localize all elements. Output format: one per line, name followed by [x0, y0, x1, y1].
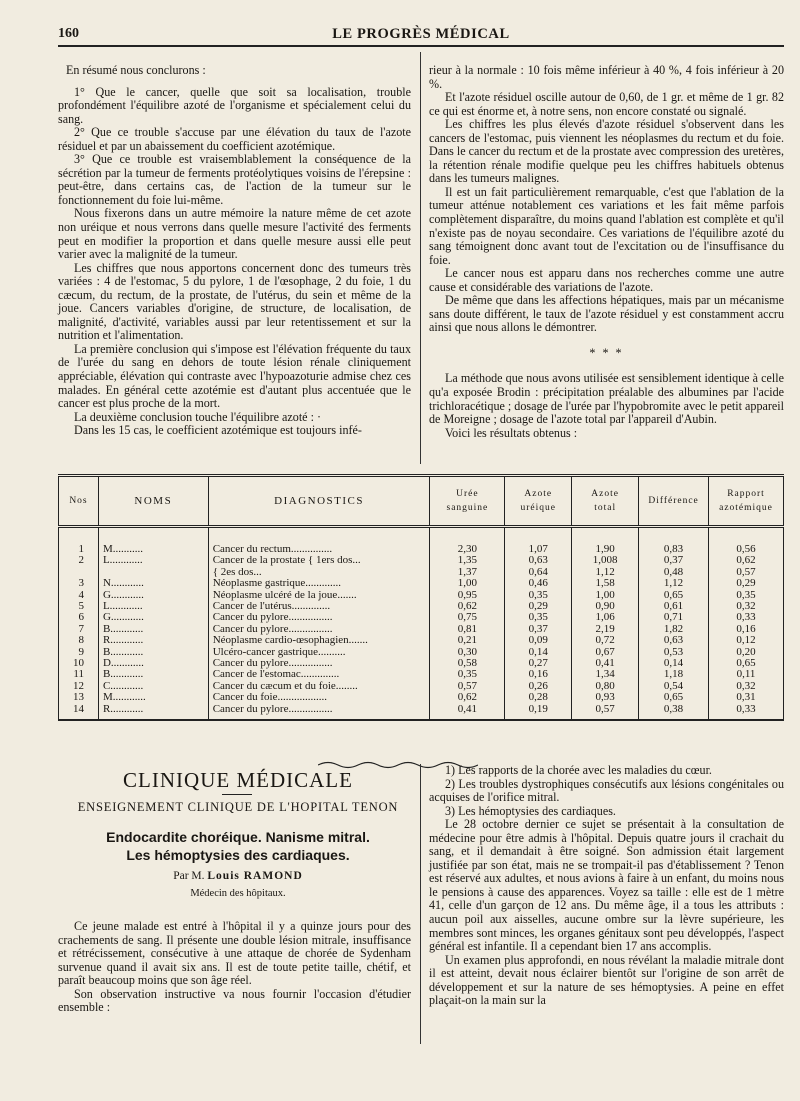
- table-row: [59, 624, 784, 635]
- table-cell-azt: 0,90: [572, 601, 639, 612]
- table-cell-rap: 0,16: [709, 624, 784, 635]
- paragraph: Voici les résultats obtenus :: [445, 425, 578, 440]
- table-cell-no: 6: [59, 612, 99, 623]
- table-cell-no: 12: [59, 681, 99, 692]
- table-cell-nom: [98, 567, 208, 578]
- table-cell-diag: Cancer de l'estomac..............: [208, 669, 430, 680]
- table-cell-azu: 0,46: [505, 578, 572, 589]
- table-cell-rap: 0,33: [709, 612, 784, 623]
- table-cell-azu: 0,35: [505, 612, 572, 623]
- table-cell-uree: 1,00: [430, 578, 505, 589]
- table-cell-diff: 0,63: [639, 635, 709, 646]
- table-cell-nom: R............: [98, 635, 208, 646]
- paragraph: Dans les 15 cas, le coefficient azotémique est toujours infé-: [74, 423, 362, 438]
- table-cell-diff: 0,71: [639, 612, 709, 623]
- table-cell-diag: Ulcéro-cancer gastrique..........: [208, 647, 430, 658]
- table-cell-rap: 0,56: [709, 544, 784, 555]
- table-row: [59, 704, 784, 720]
- paragraph: Son observation instructive va nous fournir l'occasion d'étudier ensemble :: [58, 986, 411, 1015]
- table-cell-nom: B............: [98, 669, 208, 680]
- table-row: [59, 601, 784, 612]
- paragraph: Il est un fait particulièrement remarquable, c'est que l'ablation de la tumeur atténue notablement ces variations et les fait même parfois complètement disparaître, du moins quand l'ablation est complète et qu'il n'existe pas de noyau secondaire. Ces variations de l'équilibre azoté du sang témoignent donc avant tout de l'excitation ou de l'insuffisance du foie.: [429, 184, 784, 267]
- table-row: [59, 567, 784, 578]
- table-row: [59, 658, 784, 669]
- table-cell-rap: 0,32: [709, 681, 784, 692]
- paragraph: rieur à la normale : 10 fois même inférieur à 40 %, 4 fois inférieur à 20 %.: [429, 63, 784, 91]
- table-cell-azt: 0,67: [572, 647, 639, 658]
- table-cell-azt: 0,41: [572, 658, 639, 669]
- table-cell-diag: { 2es dos...: [208, 567, 430, 578]
- table-cell-azt: 1,34: [572, 669, 639, 680]
- col-header-difference: Différence: [639, 476, 709, 527]
- table-cell-azt: 1,90: [572, 544, 639, 555]
- table-cell-azu: 0,16: [505, 669, 572, 680]
- table-cell-uree: 2,30: [430, 544, 505, 555]
- section-subtitle: ENSEIGNEMENT CLINIQUE DE L'HOPITAL TENON: [77, 800, 399, 814]
- table-cell-no: 5: [59, 601, 99, 612]
- author-prefix: Par M.: [173, 870, 205, 882]
- table-cell-diag: Cancer du pylore................: [208, 658, 430, 669]
- table-cell-uree: 1,35: [430, 555, 505, 566]
- paragraph: Un examen plus approfondi, en nous révélant la maladie mitrale dont il est atteint, devait nous éclairer bientôt sur l'origine de son arrêt de développement et sur la nature de ses hémoptysies. A peine en effet plaçait-on la main sur la: [429, 952, 784, 1008]
- table-cell-diff: 0,53: [639, 647, 709, 658]
- table-cell-azt: 1,12: [572, 567, 639, 578]
- table-cell-diff: 0,14: [639, 658, 709, 669]
- table-cell-uree: 0,41: [430, 704, 505, 720]
- column-divider: [420, 52, 421, 464]
- table-cell-no: 8: [59, 635, 99, 646]
- table-cell-azt: 0,93: [572, 692, 639, 703]
- table-cell-nom: B............: [98, 624, 208, 635]
- paragraph: Et l'azote résiduel oscille autour de 0,60, de 1 gr. et même de 1 gr. 82 ce qui est énorme et, à notre sens, non encore constaté ou signalé.: [429, 90, 784, 118]
- article-title: [58, 828, 418, 864]
- table-cell-no: 11: [59, 669, 99, 680]
- table-row: [59, 590, 784, 601]
- table-cell-nom: M...........: [98, 544, 208, 555]
- table-cell-azu: 0,35: [505, 590, 572, 601]
- paragraph: 2) Les troubles dystrophiques consécutifs aux lésions congénitales ou acquises de l'orifice mitral.: [429, 776, 784, 805]
- table-cell-uree: 0,62: [430, 601, 505, 612]
- col-header-diagnostics: DIAGNOSTICS: [208, 476, 430, 527]
- table-cell-diag: Cancer du cæcum et du foie........: [208, 681, 430, 692]
- table-row: [59, 612, 784, 623]
- table-cell-no: [59, 567, 99, 578]
- table-row: [59, 681, 784, 692]
- table-cell-diag: Néoplasme ulcéré de la joue.......: [208, 590, 430, 601]
- table-cell-rap: 0,11: [709, 669, 784, 680]
- col-header-uree: Urée sanguine: [430, 476, 505, 527]
- table-cell-diag: Cancer du pylore................: [208, 612, 430, 623]
- author-name: Louis RAMOND: [207, 870, 303, 882]
- paragraph: 3° Que ce trouble est vraisemblablement la conséquence de la sécrétion par la tumeur de ferments protéolytiques voisins de l'érepsine : peut-être, dans certains cas, de l'action de la tumeur sur le fonctionnement du foie lui-même.: [58, 152, 411, 207]
- table-row: [59, 692, 784, 703]
- table-cell-azu: 0,26: [505, 681, 572, 692]
- table-cell-azu: 0,29: [505, 601, 572, 612]
- table-cell-nom: R............: [98, 704, 208, 720]
- article-author: [58, 870, 418, 882]
- table-cell-diag: Cancer du foie..................: [208, 692, 430, 703]
- table-cell-diag: Cancer du pylore................: [208, 704, 430, 720]
- table-cell-no: 14: [59, 704, 99, 720]
- table-cell-azu: 1,07: [505, 544, 572, 555]
- col-header-azote-ureique: Azote uréique: [505, 476, 572, 527]
- table-cell-azu: 0,37: [505, 624, 572, 635]
- section-title: CLINIQUE MÉDICALE: [123, 768, 353, 792]
- table-row: [59, 544, 784, 555]
- table-cell-rap: 0,31: [709, 692, 784, 703]
- table-cell-azt: 1,06: [572, 612, 639, 623]
- table-cell-no: 4: [59, 590, 99, 601]
- table-cell-rap: 0,35: [709, 590, 784, 601]
- table-cell-nom: G............: [98, 590, 208, 601]
- paragraph: 3) Les hémoptysies des cardiaques.: [445, 803, 616, 818]
- table-cell-rap: 0,12: [709, 635, 784, 646]
- table-cell-diff: 1,18: [639, 669, 709, 680]
- table-cell-no: 9: [59, 647, 99, 658]
- table-row: [59, 669, 784, 680]
- title-rule: [222, 794, 252, 795]
- table-cell-diff: 0,37: [639, 555, 709, 566]
- col-header-noms: NOMS: [98, 476, 208, 527]
- table-cell-nom: D............: [98, 658, 208, 669]
- journal-title: LE PROGRÈS MÉDICAL: [332, 26, 510, 42]
- table-cell-diff: 0,38: [639, 704, 709, 720]
- table-cell-azu: 0,64: [505, 567, 572, 578]
- paragraph: Les chiffres que nous apportons concernent donc des tumeurs très variées : 4 de l'estomac, 5 du pylore, 1 de l'œsophage, 2 du foie, 1 du cæcum, du rectum, de la prostate, de l'utérus, du sein et même de la joue. Cancers variables d'origine, de structure, de localisation, de malignité, d'activité, variables aussi par leur retentissement et sur la nutrition et l'alimentation.: [58, 260, 411, 343]
- table-cell-nom: L............: [98, 601, 208, 612]
- table-cell-nom: L............: [98, 555, 208, 566]
- paragraph: 1° Que le cancer, quelle que soit sa localisation, trouble profondément l'équilibre azoté de l'organisme et spécialement celui du sang.: [58, 84, 411, 126]
- article-title-line: Endocardite choréique. Nanisme mitral.: [106, 829, 370, 845]
- table-cell-diff: 0,83: [639, 544, 709, 555]
- table-row: [59, 647, 784, 658]
- paragraph: Le cancer nous est apparu dans nos recherches comme une autre cause et considérable des variations de l'azote.: [429, 266, 784, 294]
- table-cell-uree: 0,35: [430, 669, 505, 680]
- col-header-azote-total: Azote total: [572, 476, 639, 527]
- table-cell-no: 10: [59, 658, 99, 669]
- table-cell-diag: Cancer du rectum...............: [208, 544, 430, 555]
- table-cell-uree: 0,58: [430, 658, 505, 669]
- table-spacer: [59, 527, 784, 545]
- table-cell-azu: 0,14: [505, 647, 572, 658]
- table-cell-rap: 0,29: [709, 578, 784, 589]
- table-cell-uree: 0,21: [430, 635, 505, 646]
- paragraph: De même que dans les affections hépatiques, mais par un mécanisme sans doute différent, le taux de l'azote résiduel y est constamment accru ainsi que nous allons le démontrer.: [429, 293, 784, 335]
- table-cell-nom: C............: [98, 681, 208, 692]
- table-cell-uree: 0,75: [430, 612, 505, 623]
- table-cell-no: 2: [59, 555, 99, 566]
- paragraph: Les chiffres les plus élevés d'azote résiduel s'observent dans les cancers de l'estomac, puis viennent les néoplasmes du rectum et du foie. Dans le cancer du rectum et de la prostate avec compression des uretères, la rétention rénale modifie quelque peu les chiffres habituels obtenus dans les tumeurs malignes.: [429, 117, 784, 186]
- table-cell-uree: 0,81: [430, 624, 505, 635]
- paragraph: Le 28 octobre dernier ce sujet se présentait à la consultation de médecine pour être admis à l'hôpital. Depuis quatre jours il crachait du sang, et il demandait à être soigné. Son admission était largement justifiée par son état, mais ne se trompait-il pas d'établissement ? Tenon est réservé aux adultes, et nous avions à faire à un enfant, du moins nous le pensions à cause des apparences. Voyez sa taille : elle est de 1 mètre 41, celle d'un garçon de 12 ans. Du même âge, il a tous les attributs : aucun poil aux aisselles, aucune ombre sur la lèvre supérieure, les membres sont minces, les organes génitaux sont peu développés, l'aspect général est infantile. Il a cependant bien 17 ans accomplis.: [429, 817, 784, 954]
- table-cell-diag: Néoplasme gastrique.............: [208, 578, 430, 589]
- table-cell-rap: 0,32: [709, 601, 784, 612]
- table-cell-azu: 0,19: [505, 704, 572, 720]
- table-cell-azt: 1,58: [572, 578, 639, 589]
- page-header: [58, 26, 784, 42]
- table-cell-azt: 1,008: [572, 555, 639, 566]
- left-column-top: [58, 64, 411, 438]
- table-cell-rap: 0,62: [709, 555, 784, 566]
- column-divider: [420, 764, 421, 1044]
- paragraph: Nous fixerons dans un autre mémoire la nature même de cet azote non uréique et nous verrons dans quelle mesure l'activité des ferments peut en modifier la proportion et dans quelle mesure aussi elle peut varier avec la malignité de la tumeur.: [58, 206, 411, 262]
- paragraph: Ce jeune malade est entré à l'hôpital il y a quinze jours pour des crachements de sang. Il présente une double lésion mitrale, insuffisance et rétrécissement, consécutive à une attaque de chorée de Sydenham survenue quand il avait six ans. Il est de toute petite taille, chétif, et paraît beaucoup moins que son âge réel.: [58, 919, 411, 988]
- table-cell-azu: 0,09: [505, 635, 572, 646]
- table-cell-diff: 0,65: [639, 590, 709, 601]
- table-row: [59, 578, 784, 589]
- paragraph: 2° Que ce trouble s'accuse par une élévation du taux de l'azote résiduel et par un abaissement du coefficient azotémique.: [58, 125, 411, 153]
- table-cell-no: 7: [59, 624, 99, 635]
- table-cell-azt: 0,80: [572, 681, 639, 692]
- table-cell-nom: N............: [98, 578, 208, 589]
- paragraph: La première conclusion qui s'impose est l'élévation fréquente du taux de l'urée du sang en dehors de toute lésion rénale cliniquement appréciable, élévation qui contraste avec l'hypoazoturie admise chez ces malades. En général cette azotémie est d'autant plus accentuée que le cancer est plus proche de la mort.: [58, 341, 411, 411]
- page-number: 160: [58, 26, 79, 41]
- table-cell-uree: 0,30: [430, 647, 505, 658]
- table-cell-azt: 2,19: [572, 624, 639, 635]
- paragraph: La méthode que nous avons utilisée est sensiblement identique à celle qu'a exposée Brodin : précipitation préalable des albumines par l'acide trichloracétique ; dosage de l'urée par l'hypobromite avec le petit appareil de Moreigne ; dosage de l'azote total par l'appareil d'Aubin.: [429, 371, 784, 427]
- col-header-rapport: Rapport azotémique: [709, 476, 784, 527]
- table-cell-diag: Néoplasme cardio-œsophagien.......: [208, 635, 430, 646]
- table-cell-rap: 0,57: [709, 567, 784, 578]
- table-cell-azt: 0,72: [572, 635, 639, 646]
- table-cell-uree: 0,95: [430, 590, 505, 601]
- table-cell-no: 3: [59, 578, 99, 589]
- table-cell-uree: 0,57: [430, 681, 505, 692]
- paragraph: En résumé nous conclurons :: [66, 63, 206, 77]
- author-affiliation: Médecin des hôpitaux.: [190, 888, 286, 899]
- table-header-row: [59, 476, 784, 527]
- table-cell-nom: G............: [98, 612, 208, 623]
- table-cell-nom: B............: [98, 647, 208, 658]
- table-cell-diag: Cancer de l'utérus..............: [208, 601, 430, 612]
- table-cell-uree: 0,62: [430, 692, 505, 703]
- table-cell-azt: 0,57: [572, 704, 639, 720]
- table-cell-azu: 0,27: [505, 658, 572, 669]
- left-column-bottom: [58, 920, 411, 1015]
- table-row: [59, 555, 784, 566]
- table-cell-diag: Cancer de la prostate { 1ers dos...: [208, 555, 430, 566]
- table-cell-diff: 0,61: [639, 601, 709, 612]
- table-body: [59, 527, 784, 721]
- table-cell-rap: 0,20: [709, 647, 784, 658]
- table-cell-diff: 1,82: [639, 624, 709, 635]
- article-title-line: Les hémoptysies des cardiaques.: [126, 847, 350, 863]
- table-cell-no: 13: [59, 692, 99, 703]
- table-cell-diff: 0,54: [639, 681, 709, 692]
- table-cell-diff: 0,65: [639, 692, 709, 703]
- section-separator: * * *: [589, 345, 624, 360]
- table-cell-diff: 1,12: [639, 578, 709, 589]
- results-table: [58, 474, 784, 721]
- table-cell-rap: 0,65: [709, 658, 784, 669]
- table-cell-nom: M............: [98, 692, 208, 703]
- right-column-bottom: [429, 764, 784, 1008]
- table-cell-no: 1: [59, 544, 99, 555]
- paragraph: La deuxième conclusion touche l'équilibre azoté : ·: [74, 409, 321, 424]
- table-cell-azu: 0,28: [505, 692, 572, 703]
- table-cell-azu: 0,63: [505, 555, 572, 566]
- col-header-no: Nos: [59, 476, 99, 527]
- table-cell-azt: 1,00: [572, 590, 639, 601]
- table-cell-diff: 0,48: [639, 567, 709, 578]
- table-cell-rap: 0,33: [709, 704, 784, 720]
- paragraph: 1) Les rapports de la chorée avec les maladies du cœur.: [445, 763, 712, 777]
- header-rule: [58, 45, 784, 47]
- table-cell-uree: 1,37: [430, 567, 505, 578]
- right-column-top: [429, 64, 784, 440]
- table-row: [59, 635, 784, 646]
- table-cell-diag: Cancer du pylore................: [208, 624, 430, 635]
